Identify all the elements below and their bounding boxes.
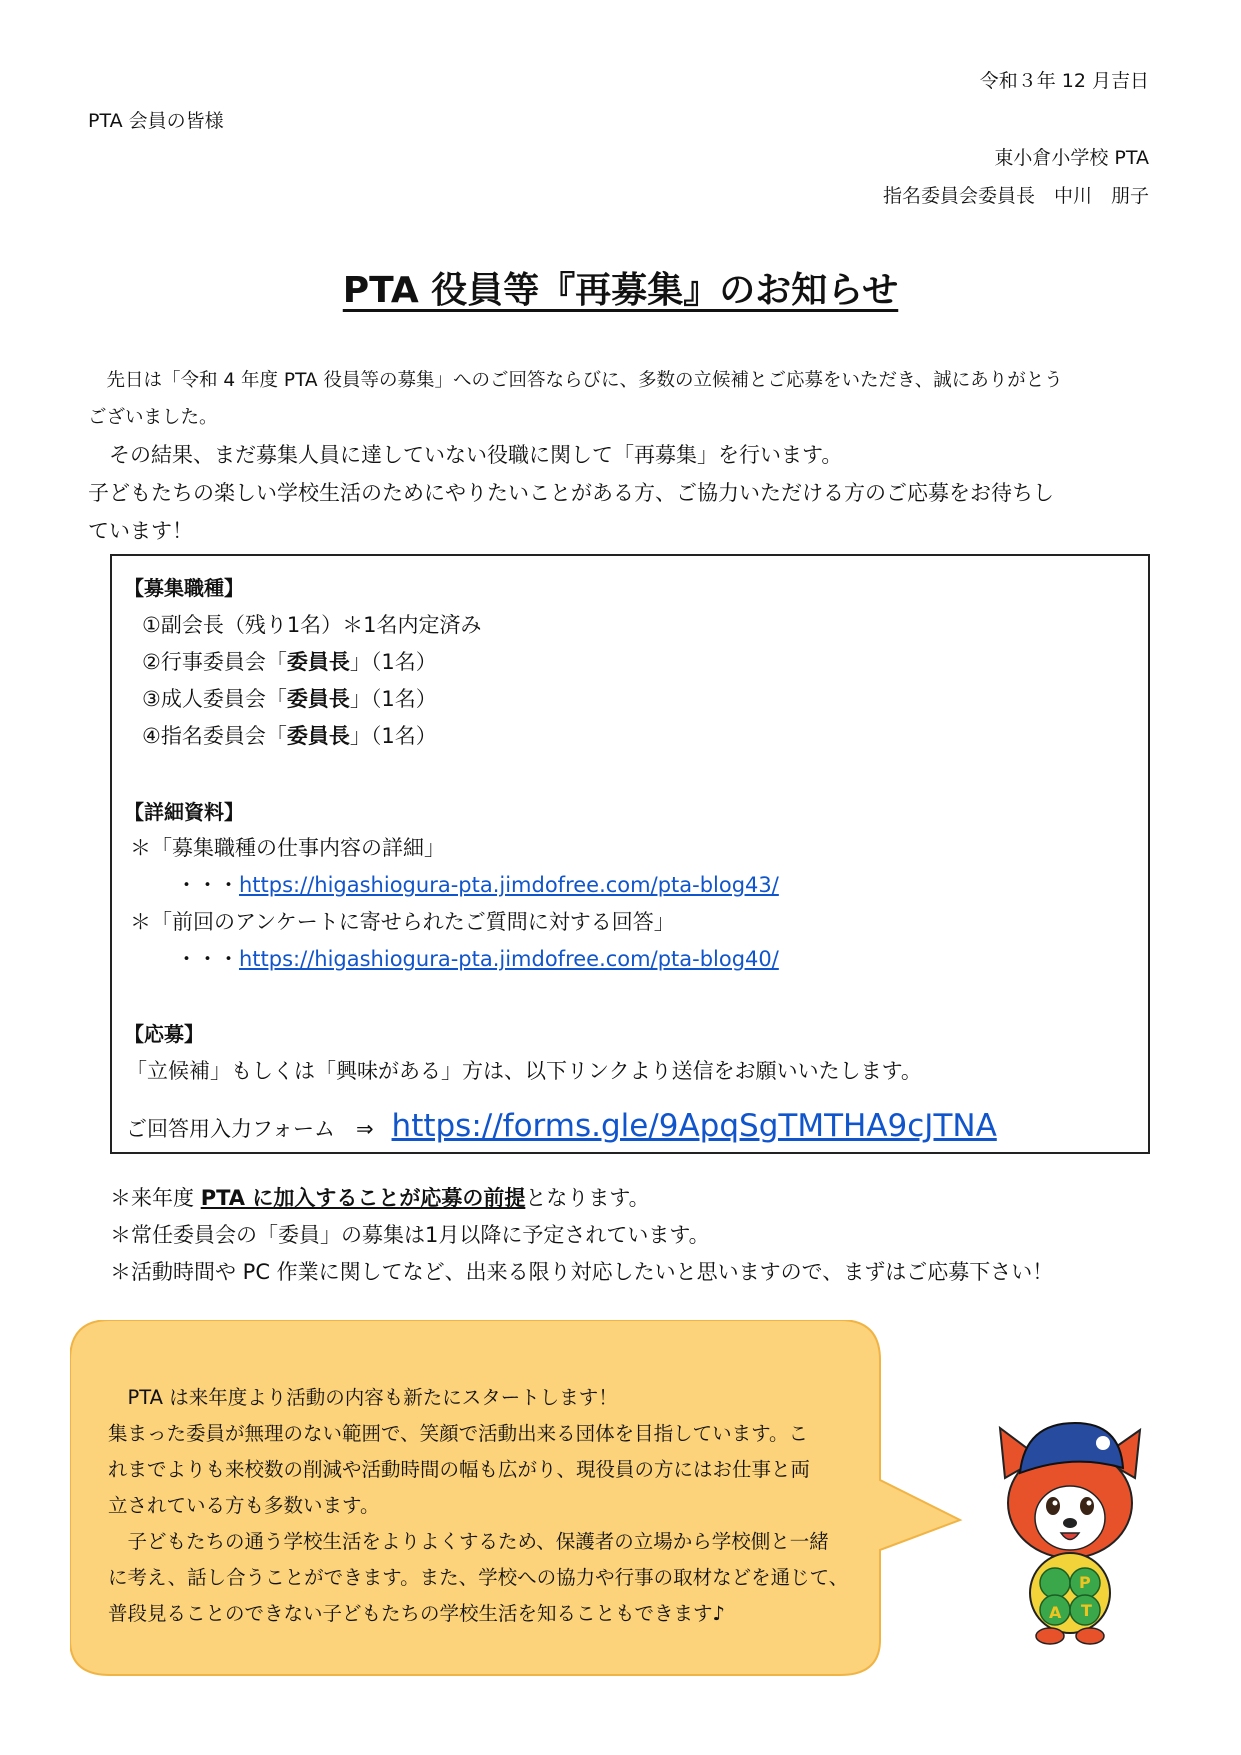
apply-heading: 【応募】 <box>124 1022 204 1046</box>
detail-link-row <box>176 869 779 899</box>
addressee: PTA 会員の皆様 <box>88 110 224 132</box>
form-link[interactable]: https://forms.gle/9ApqSgTMTHA9cJTNA <box>391 1108 997 1144</box>
position-item: ②行事委員会「委員長」（1名） <box>142 650 437 674</box>
detail-link-prefix: ・・・ <box>176 873 239 897</box>
note-item: ＊常任委員会の「委員」の募集は1月以降に予定されています。 <box>110 1223 710 1247</box>
position-item: ①副会長（残り1名）＊1名内定済み <box>142 613 482 637</box>
intro-paragraph <box>88 362 1158 550</box>
page-title <box>0 262 1241 313</box>
detail-link-row <box>176 943 779 973</box>
bubble-text <box>108 1380 938 1632</box>
detail-label: ＊「前回のアンケートに寄せられたご質問に対する回答」 <box>130 910 675 934</box>
bubble-line: 子どもたちの通う学校生活をよりよくするため、保護者の立場から学校側と一緒 <box>108 1530 829 1553</box>
sender-organization: 東小倉小学校 PTA <box>994 147 1149 169</box>
red-panda-mascot-icon <box>995 1418 1145 1648</box>
intro-line: ています！ <box>88 519 193 543</box>
page-title-text: PTA 役員等『再募集』のお知らせ <box>342 270 899 311</box>
form-line <box>126 1108 997 1144</box>
sender-name: 指名委員会委員長 中川 朋子 <box>882 185 1149 207</box>
intro-line: 先日は「令和 4 年度 PTA 役員等の募集」へのご回答ならびに、多数の立候補とご応募をいただき、誠にありがとう <box>88 370 1063 391</box>
detail-label: ＊「募集職種の仕事内容の詳細」 <box>130 836 445 860</box>
note-item: ＊活動時間や PC 作業に関してなど、出来る限り対応したいと思いますので、まずはご応募下さい！ <box>110 1260 1054 1284</box>
note-item: ＊来年度 PTA に加入することが応募の前提となります。 <box>110 1186 650 1210</box>
bubble-line: に考え、話し合うことができます。また、学校への協力や行事の取材などを通じて、 <box>108 1566 849 1589</box>
mascot-letter: P <box>1079 1573 1091 1592</box>
position-item: ③成人委員会「委員長」（1名） <box>142 687 437 711</box>
document-date: 令和３年 12 月吉日 <box>979 70 1149 92</box>
bubble-line: 立されている方も多数います。 <box>108 1494 380 1517</box>
bubble-line: 普段見ることのできない子どもたちの学校生活を知ることもできます♪ <box>108 1602 725 1625</box>
form-label: ご回答用入力フォーム ⇒ <box>126 1117 374 1141</box>
bubble-line: 集まった委員が無理のない範囲で、笑顔で活動出来る団体を目指しています。こ <box>108 1422 809 1445</box>
mascot-letter: T <box>1081 1601 1092 1620</box>
bubble-line: PTA は来年度より活動の内容も新たにスタートします！ <box>108 1386 618 1409</box>
apply-text: 「立候補」もしくは「興味がある」方は、以下リンクより送信をお願いいたします。 <box>126 1059 922 1083</box>
positions-heading: 【募集職種】 <box>124 576 244 600</box>
intro-line: 子どもたちの楽しい学校生活のためにやりたいことがある方、ご協力いただける方のご応募をお待ちし <box>88 481 1054 505</box>
details-heading: 【詳細資料】 <box>124 800 244 824</box>
detail-link-prefix: ・・・ <box>176 947 239 971</box>
notes-list <box>110 1180 1053 1291</box>
mascot-letter: A <box>1049 1603 1062 1622</box>
position-item: ④指名委員会「委員長」（1名） <box>142 724 437 748</box>
detail-link-blog43[interactable]: https://higashiogura-pta.jimdofree.com/pta-blog43/ <box>239 873 779 897</box>
intro-line: その結果、まだ募集人員に達していない役職に関して「再募集」を行います。 <box>88 443 843 467</box>
recruitment-box <box>110 554 1150 1154</box>
intro-line: ございました。 <box>88 407 218 428</box>
detail-link-blog40[interactable]: https://higashiogura-pta.jimdofree.com/pta-blog40/ <box>239 947 779 971</box>
bubble-line: れまでよりも来校数の削減や活動時間の幅も広がり、現役員の方にはお仕事と両 <box>108 1458 811 1481</box>
